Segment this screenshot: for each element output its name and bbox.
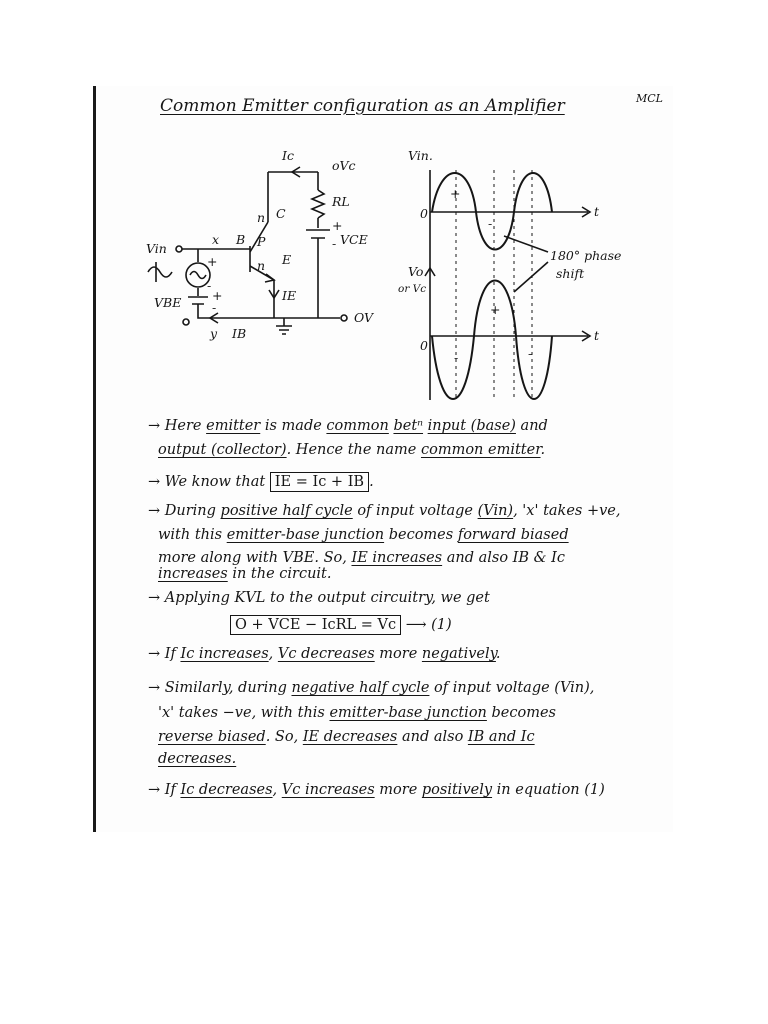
note-1f: betⁿ (393, 418, 424, 434)
label-vbe: VBE (154, 295, 182, 310)
note-4a: → During (148, 503, 221, 519)
note-13c: IE decreases (302, 729, 398, 745)
note-12b: emitter-base junction (329, 705, 487, 721)
label-phase-2: shift (556, 266, 585, 281)
note-line-14 (158, 751, 236, 767)
wave-sign-minus-c: - (528, 346, 533, 361)
note-4b: positive half cycle (220, 503, 353, 519)
note-10g: . (495, 646, 501, 662)
note-12a: 'x' takes −ve, with this (158, 705, 330, 721)
label-ov: OV (354, 310, 374, 325)
label-ic: Ic (282, 148, 294, 163)
wave-sign-minus-b: - (454, 350, 459, 365)
label-collector: C (276, 206, 286, 221)
note-line-9 (230, 617, 452, 633)
vo-waveform (432, 281, 552, 400)
note-11c: of input voltage (Vin), (429, 680, 595, 696)
note-13a: reverse biased (158, 729, 266, 745)
note-line-2 (158, 442, 545, 458)
note-6a: more along with VBE. So, (158, 550, 352, 566)
note-14: decreases. (158, 751, 237, 767)
wave-sign-minus-a: - (488, 216, 493, 231)
note-13b: . So, (265, 729, 303, 745)
ov-terminal (341, 315, 347, 321)
note-8: → Applying KVL to the output circuitry, we get (148, 590, 490, 606)
sign-minus-1: - (332, 236, 337, 251)
note-1c: is made (260, 418, 327, 434)
note-3c: . (369, 474, 374, 490)
note-4d: (Vin) (477, 503, 514, 519)
note-15a: → If (148, 782, 181, 798)
note-2a: output (collector) (158, 442, 287, 458)
label-vce: VCE (340, 232, 368, 247)
note-line-4 (148, 503, 621, 519)
vbe-battery (188, 297, 208, 304)
sign-plus-1: + (332, 218, 343, 233)
note-line-3 (148, 474, 374, 490)
note-6c: and also IB & Ic (442, 550, 566, 566)
label-y: y (210, 326, 218, 341)
note-7a: increases (158, 566, 228, 582)
note-10a: → If (148, 646, 181, 662)
note-1a: → Here (148, 418, 207, 434)
note-3b-formula: IE = Ic + IB (270, 472, 369, 492)
sign-plus-3: + (212, 288, 223, 303)
note-line-12 (158, 705, 556, 721)
label-vo-sub: or Vc (398, 283, 427, 295)
vce-battery (306, 230, 330, 238)
label-phase-1: 180° phase (550, 248, 622, 263)
note-3a: → We know that (148, 474, 270, 490)
wave-sign-plus-a: + (450, 186, 461, 201)
note-13e: IB and Ic (467, 729, 535, 745)
label-vc: oVc (332, 158, 356, 173)
note-7b: in the circuit. (227, 566, 332, 582)
label-zero-bottom: 0 (420, 338, 428, 353)
note-15c: , (272, 782, 282, 798)
note-10c: , (268, 646, 278, 662)
label-p: P (257, 234, 266, 249)
note-4e: , 'x' takes +ve, (513, 503, 621, 519)
note-6b: IE increases (351, 550, 443, 566)
label-vin-wave: Vin. (408, 148, 433, 163)
sign-plus-2: + (207, 254, 218, 269)
label-t-top: t (594, 204, 600, 219)
note-line-1 (148, 418, 548, 434)
label-zero-top: 0 (420, 206, 428, 221)
label-vo-wave: Vo (408, 264, 424, 279)
label-x: x (212, 232, 220, 247)
note-line-13 (158, 729, 535, 745)
note-11b: negative half cycle (291, 680, 430, 696)
note-11a: → Similarly, during (148, 680, 292, 696)
ground-symbol (276, 318, 292, 334)
note-line-6 (158, 550, 565, 566)
label-t-bottom: t (594, 328, 600, 343)
note-10d: Vc decreases (277, 646, 375, 662)
note-1b: emitter (206, 418, 261, 434)
note-10e: more (374, 646, 422, 662)
note-5c: becomes (384, 527, 458, 543)
note-line-10 (148, 646, 501, 662)
note-line-8 (148, 590, 490, 606)
vin-terminal (176, 246, 182, 252)
label-ie: IE (282, 288, 297, 303)
note-line-7 (158, 566, 332, 582)
note-12c: becomes (486, 705, 556, 721)
note-line-11 (148, 680, 594, 696)
note-4c: of input voltage (352, 503, 478, 519)
note-line-5 (158, 527, 569, 543)
note-1i: and (515, 418, 548, 434)
note-10f: negatively (421, 646, 496, 662)
label-rl: RL (332, 194, 350, 209)
phase-pointer-bottom (514, 262, 548, 292)
note-5d: forward biased (457, 527, 569, 543)
note-1d: common (326, 418, 389, 434)
note-10b: Ic increases (180, 646, 269, 662)
page-title: Common Emitter configuration as an Amplifier (160, 96, 565, 116)
note-15b: Ic decreases (180, 782, 273, 798)
note-2b: . Hence the name (286, 442, 421, 458)
sign-minus-2: - (207, 278, 212, 293)
phase-guide-lines (456, 170, 532, 400)
label-emitter: E (282, 252, 292, 267)
note-15e: more (374, 782, 422, 798)
note-15f: positively (421, 782, 493, 798)
ac-source-wave (190, 272, 206, 279)
note-5a: with this (158, 527, 227, 543)
label-ib: IB (232, 326, 247, 341)
label-base: B (236, 232, 246, 247)
note-1h: input (base) (427, 418, 516, 434)
note-13d: and also (397, 729, 468, 745)
load-resistor (312, 190, 324, 218)
vbe-terminal (183, 319, 189, 325)
note-15d: Vc increases (281, 782, 375, 798)
note-line-15 (148, 782, 605, 798)
note-5b: emitter-base junction (226, 527, 385, 543)
note-9a-equation: O + VCE − IcRL = Vc (230, 615, 401, 635)
phase-pointer-top (504, 236, 548, 252)
label-n-top: n (257, 210, 266, 225)
label-vin: Vin (146, 241, 167, 256)
sign-minus-3: - (212, 300, 217, 315)
note-2d: . (540, 442, 546, 458)
note-2c: common emitter (420, 442, 541, 458)
label-n-bottom: n (257, 258, 266, 273)
input-signal-sketch (148, 262, 172, 282)
note-9b: ⟶ (1) (405, 617, 452, 633)
page-tag: MCL (636, 92, 663, 105)
wave-sign-plus-b: + (490, 302, 501, 317)
note-15g: in equation (1) (492, 782, 605, 798)
